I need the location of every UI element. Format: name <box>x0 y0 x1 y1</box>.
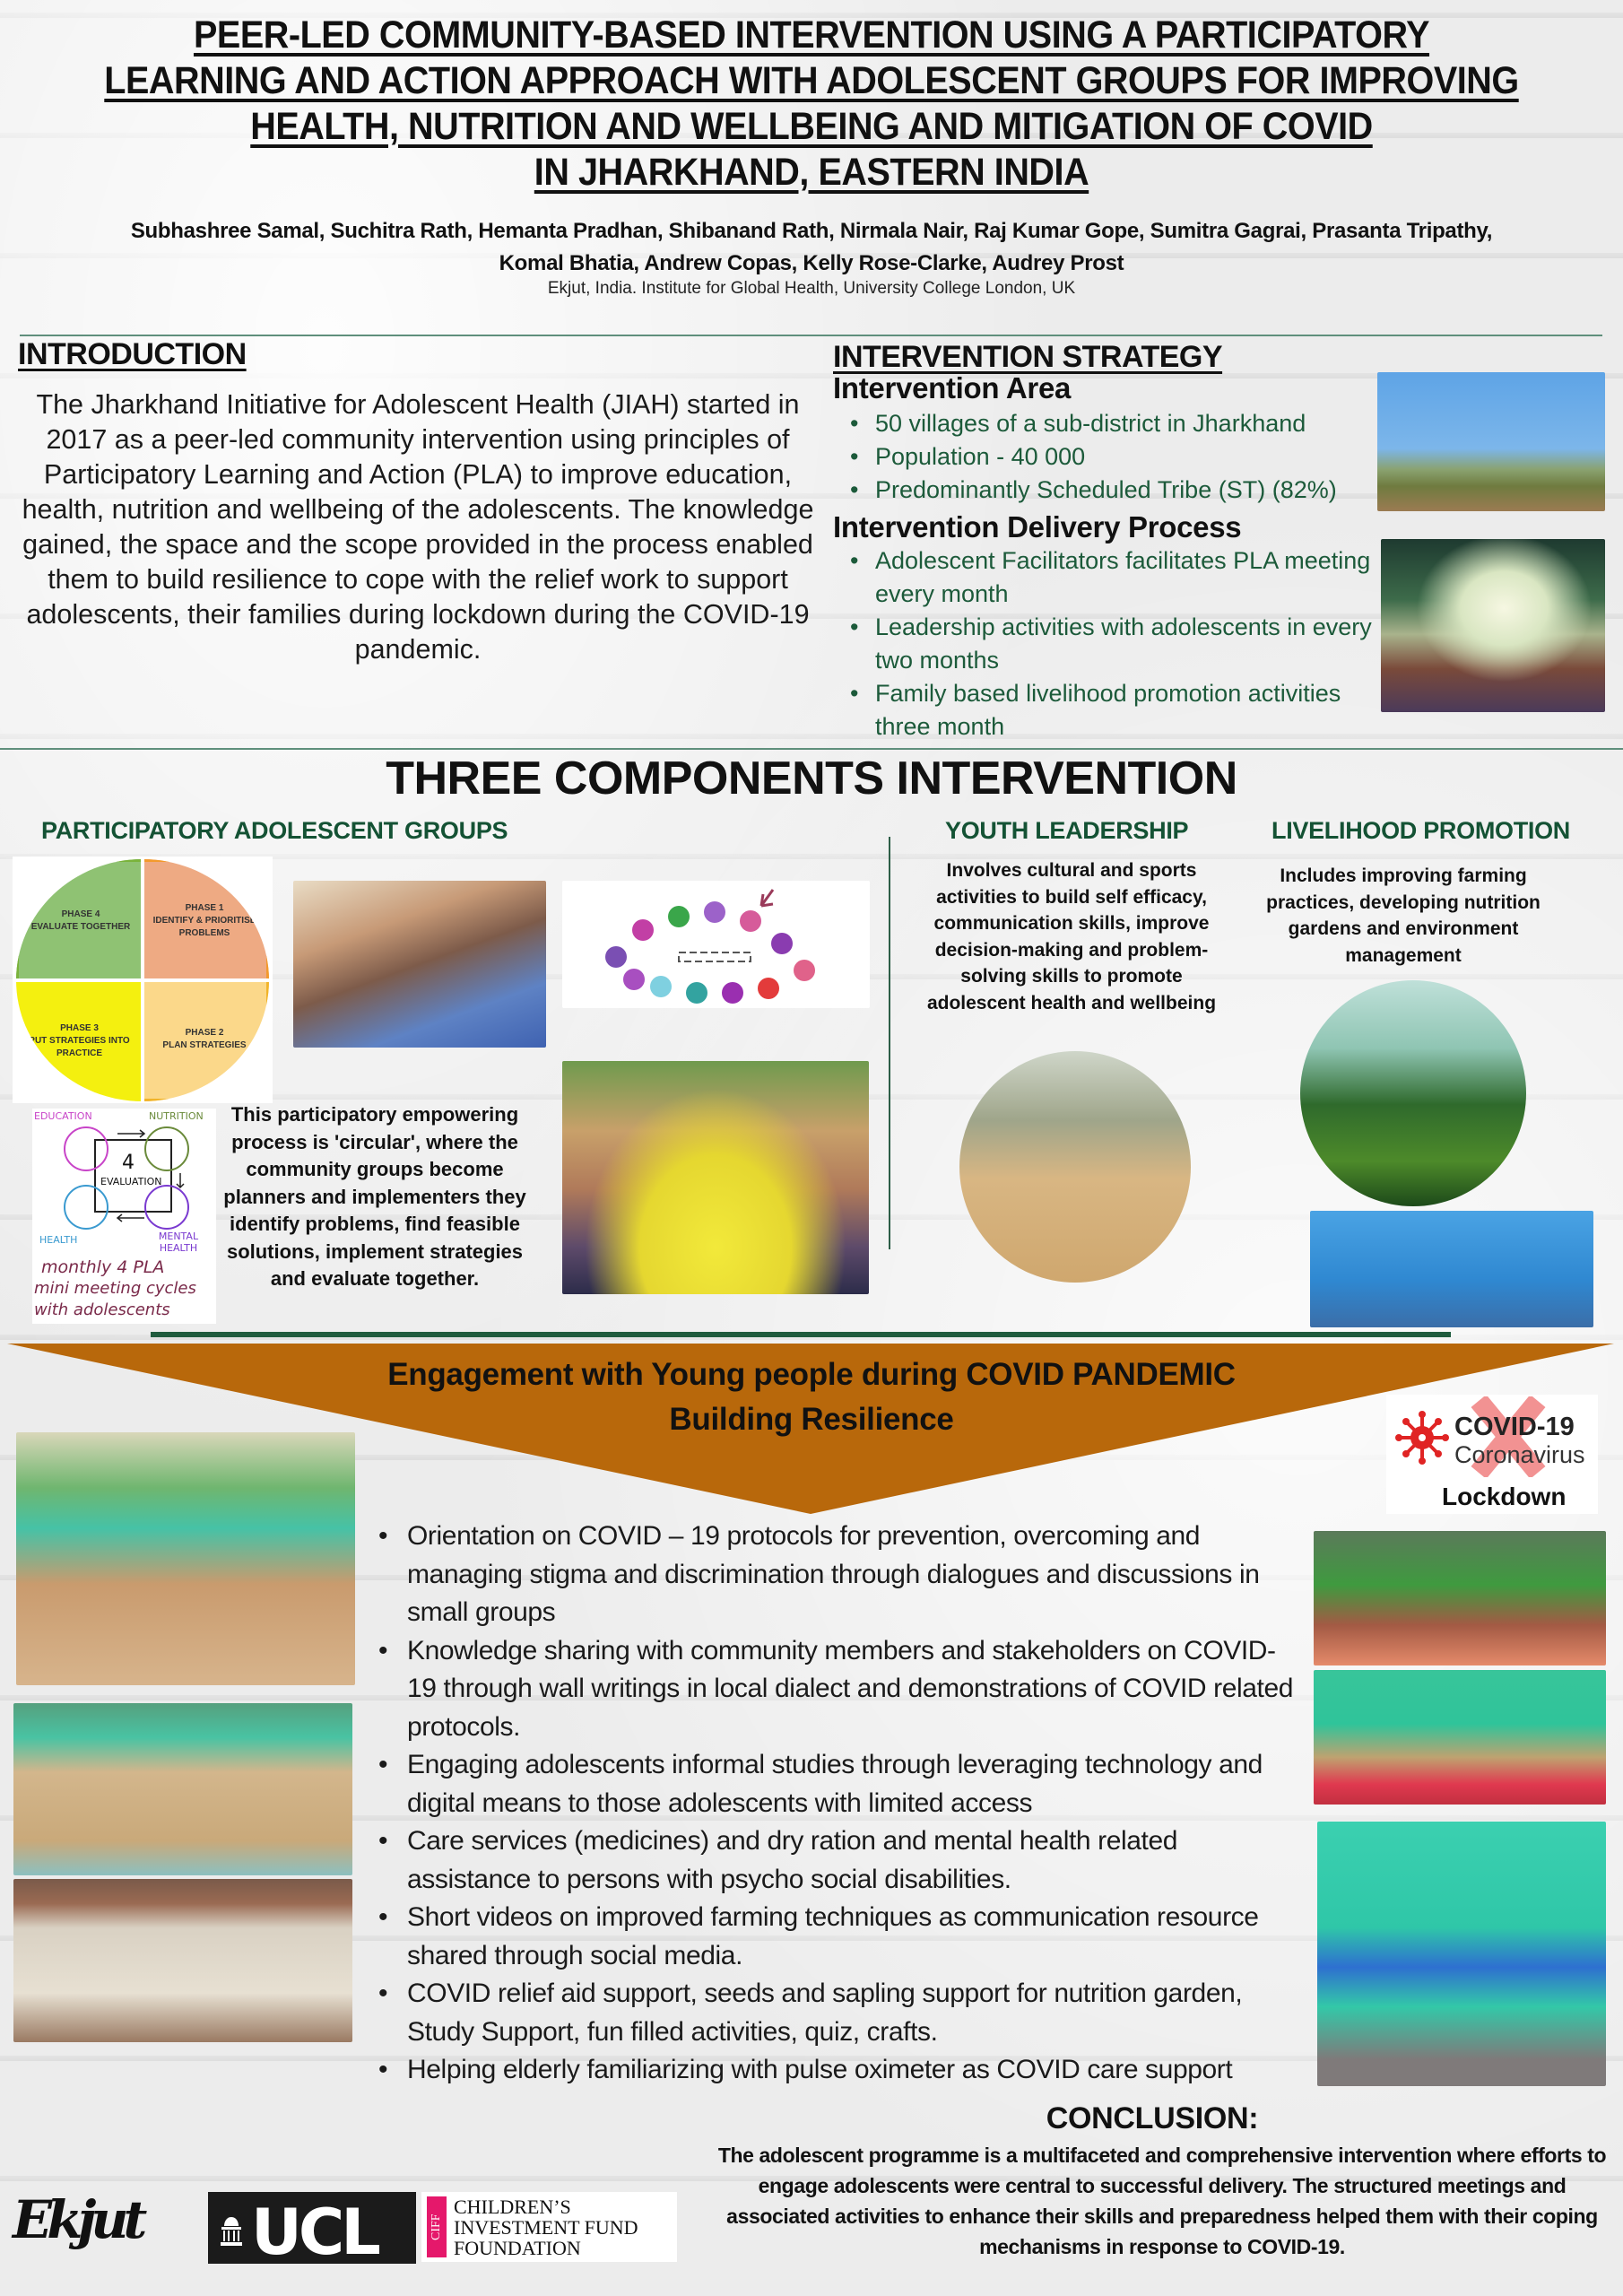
pla-phase-wheel <box>13 857 273 1103</box>
paddy-field-photo <box>1300 980 1526 1206</box>
adolescent-group-photo <box>293 881 546 1048</box>
conclusion-heading: CONCLUSION: <box>1046 2101 1259 2135</box>
nutrition-garden-photo <box>1314 1531 1606 1665</box>
meeting-under-tree-photo <box>1381 539 1605 712</box>
title-line: LEARNING AND ACTION APPROACH WITH ADOLESCENT GROUPS FOR IMPROVING <box>104 59 1519 102</box>
care-services-photo <box>1314 1670 1606 1805</box>
introduction-heading: INTRODUCTION <box>18 337 247 371</box>
list-item: • Care services (medicines) and dry ration and mental health related assistance to persons with psycho social disabilities. <box>371 1822 1304 1899</box>
phase2-segment: PHASE 2 PLAN STRATEGIES <box>143 980 269 1101</box>
section-divider <box>0 748 1623 750</box>
strategy-heading: INTERVENTION STRATEGY <box>833 340 1223 374</box>
football-photo <box>959 1051 1191 1283</box>
banner-line: Building Resilience <box>669 1402 954 1437</box>
delivery-process-heading: Intervention Delivery Process <box>833 510 1242 544</box>
list-item: • Helping elderly familiarizing with pulse oximeter as COVID care support <box>371 2051 1304 2090</box>
pag-heading: PARTICIPATORY ADOLESCENT GROUPS <box>41 817 508 844</box>
list-item: • Predominantly Scheduled Tribe (ST) (82%) <box>836 474 1392 507</box>
landscape-photo <box>1377 372 1605 511</box>
pla-cycle-diagram: EDUCATION NUTRITION 4 EVALUATION HEALTH MENTAL HEALTH monthly 4 PLA mini meeting cycles with adolescents <box>32 1109 216 1324</box>
delivery-process-list <box>836 544 1392 744</box>
village-meeting-photo <box>562 1061 869 1294</box>
column-divider <box>889 837 890 1249</box>
ucl-portico-icon <box>219 2215 244 2248</box>
section-divider <box>20 335 1602 336</box>
covid-banner <box>0 1352 1623 1442</box>
ciff-logo: CIFF CHILDREN’S INVESTMENT FUND FOUNDATION <box>421 2192 677 2262</box>
banner-divider <box>151 1332 1451 1337</box>
list-item: • Population - 40 000 <box>836 440 1392 474</box>
virus-icon <box>1395 1411 1449 1465</box>
livelihood-description: Includes improving farming practices, developing nutrition gardens and environment management <box>1266 865 1541 966</box>
banner-line: Engagement with Young people during COVID PANDEMIC <box>387 1357 1236 1392</box>
introduction-text: The Jharkhand Initiative for Adolescent Health (JIAH) started in 2017 as a peer-led community intervention using principles of Participatory Learning and Action (PLA) to improve education, health, nutrition and wellbeing of the adolescents. The knowledge gained, the space and the scope provided in the process enabled them to build resilience to cope with the relief work to support adolescents, their families during lockdown during the COVID-19 pandemic. <box>22 389 814 665</box>
authors-line: Subhashree Samal, Suchitra Rath, Hemanta Pradhan, Shibanand Rath, Nirmala Nair, Raj Kumar Gope, Sumitra Gagrai, Prasanta Tripathy, <box>130 219 1493 243</box>
list-item: • Adolescent Facilitators facilitates PLA meeting every month <box>836 544 1392 611</box>
list-item: • Orientation on COVID – 19 protocols for prevention, overcoming and managing stigma and discrimination through dialogues and discussions in small groups <box>371 1518 1304 1632</box>
authors <box>0 215 1623 280</box>
pulse-oximeter-photo <box>1317 1822 1606 2086</box>
circle-drawing-illustration <box>562 881 870 1008</box>
poster-title <box>0 13 1623 196</box>
livelihood-heading: LIVELIHOOD PROMOTION <box>1271 817 1571 844</box>
title-line: PEER-LED COMMUNITY-BASED INTERVENTION USING A PARTICIPATORY <box>193 13 1430 57</box>
ucl-logo: UCL <box>208 2192 416 2264</box>
youth-leadership-description: Involves cultural and sports activities to build self efficacy, communication skills, improve decision-making and problem-solving skills to promote adolescent health and wellbeing <box>926 860 1217 1013</box>
covid-lockdown-badge: COVID-19 Coronavirus Lockdown <box>1386 1395 1598 1514</box>
yoga-session-photo <box>13 1703 352 1875</box>
list-item: • COVID relief aid support, seeds and sapling support for nutrition garden, Study Support, fun filled activities, quiz, crafts. <box>371 1975 1304 2051</box>
affiliation: Ekjut, India. Institute for Global Health, University College London, UK <box>547 279 1076 298</box>
youth-leadership-heading: YOUTH LEADERSHIP <box>945 817 1189 844</box>
intervention-area-heading: Intervention Area <box>833 371 1072 404</box>
list-item: • Leadership activities with adolescents in every two months <box>836 611 1392 677</box>
ekjut-logo: Ekjut <box>13 2189 143 2250</box>
list-item: • 50 villages of a sub-district in Jharkhand <box>836 407 1392 440</box>
covid-activities-list <box>371 1518 1304 2090</box>
wall-writing-photo <box>13 1879 352 2042</box>
people-circle-icon <box>605 890 815 1004</box>
group-exercise-photo <box>16 1432 355 1685</box>
components-heading: THREE COMPONENTS INTERVENTION <box>386 752 1237 804</box>
list-item: • Knowledge sharing with community members and stakeholders on COVID-19 through wall writings in local dialect and demonstrations of COVID related protocols. <box>371 1632 1304 1747</box>
list-item: • Short videos on improved farming techniques as communication resource shared through social media. <box>371 1899 1304 1975</box>
phase4-segment: PHASE 4 EVALUATE TOGETHER <box>16 859 143 980</box>
phase1-segment: PHASE 1 IDENTIFY & PRIORITISE PROBLEMS <box>143 859 269 980</box>
title-line: IN JHARKHAND, EASTERN INDIA <box>534 151 1089 194</box>
pag-description: This participatory empowering process is 'circular', where the community groups become planners and implementers they identify problems, find feasible solutions, implement strategies and evaluate together. <box>223 1103 526 1290</box>
title-line: HEALTH, NUTRITION AND WELLBEING AND MITIGATION OF COVID <box>250 105 1373 148</box>
list-item: • Family based livelihood promotion activities three month <box>836 677 1392 744</box>
intervention-area-list <box>836 407 1392 507</box>
saplings-photo <box>1310 1211 1593 1327</box>
authors-line: Komal Bhatia, Andrew Copas, Kelly Rose-Clarke, Audrey Prost <box>499 251 1124 275</box>
list-item: • Engaging adolescents informal studies through leveraging technology and digital means to those adolescents with limited access <box>371 1746 1304 1822</box>
phase3-segment: PHASE 3 PUT STRATEGIES INTO PRACTICE <box>16 980 143 1101</box>
conclusion-text: The adolescent programme is a multifaceted and comprehensive intervention where efforts to engage adolescents were central to successful delivery. The structured meetings and associated activities to enhance their skills and preparedness helped them with their coping mechanisms in response to COVID-19. <box>717 2144 1607 2258</box>
